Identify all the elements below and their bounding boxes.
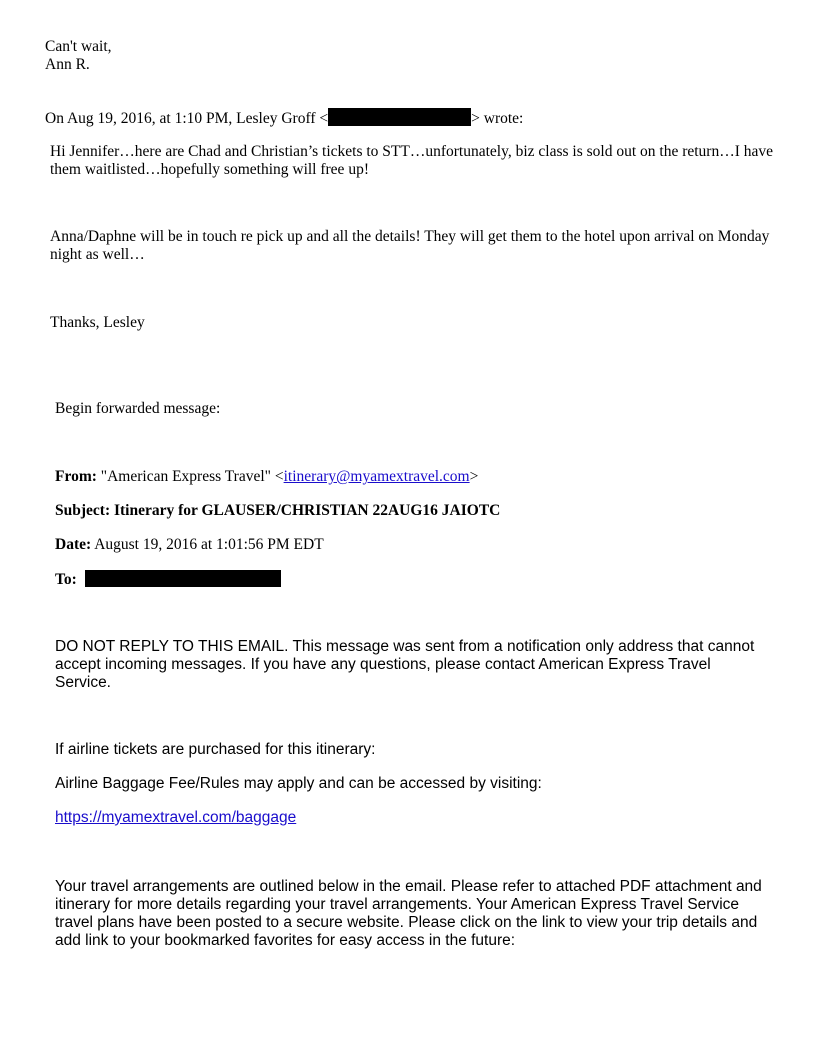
reply-paragraph-2: Anna/Daphne will be in touch re pick up and all the details! They will get them to the hotel upon arrival on Monday night as well… [50,228,770,263]
baggage-fee-line: Airline Baggage Fee/Rules may apply and can be accessed by visiting: [55,775,542,792]
to-label: To: [55,571,77,588]
quote-header [45,108,523,128]
subject-value: Itinerary for GLAUSER/CHRISTIAN 22AUG16 JAIOTC [113,502,501,519]
closing-signature: Ann R. [45,56,90,73]
reply-paragraph-1: Hi Jennifer…here are Chad and Christian’s tickets to STT…unfortunately, biz class is sold out on the return…I have them waitlisted…hopefully something will free up! [50,143,774,178]
subject-label: Subject: [55,502,111,519]
date-label: Date: [55,536,92,553]
forwarded-to [55,570,281,589]
arrangements-paragraph: Your travel arrangements are outlined below in the email. Please refer to attached PDF attachment and itinerary for more details regarding your travel arrangements. Your American Express Travel Service travel plans have been posted to a secure website. Please click on the link to view your trip details and add link to your bookmarked favorites for easy access in the future: [55,878,762,949]
forwarded-date [55,536,324,554]
baggage-link[interactable]: https://myamextravel.com/baggage [55,809,297,826]
date-value: August 19, 2016 at 1:01:56 PM EDT [94,536,324,553]
redacted-email [328,108,471,126]
closing [45,38,112,74]
notice-paragraph: DO NOT REPLY TO THIS EMAIL. This message was sent from a notification only address that cannot accept incoming messages. If you have any questions, please contact American Express Travel Service. [55,638,755,691]
forwarded-subject [55,502,500,520]
from-close: > [469,468,479,485]
closing-line-1: Can't wait, [45,38,112,55]
redacted-recipient [85,570,281,587]
from-label: From: [55,468,97,485]
reply-signoff: Thanks, Lesley [50,314,145,331]
quote-header-prefix: On Aug 19, 2016, at 1:10 PM, Lesley Groff < [45,110,329,127]
airline-tickets-line: If airline tickets are purchased for this itinerary: [55,741,376,758]
forwarded-from [55,468,478,486]
from-email-link[interactable]: itinerary@myamextravel.com [283,468,470,485]
from-name: "American Express Travel" < [100,468,284,485]
quote-header-suffix: > wrote: [471,110,524,127]
forwarded-intro: Begin forwarded message: [55,400,221,417]
